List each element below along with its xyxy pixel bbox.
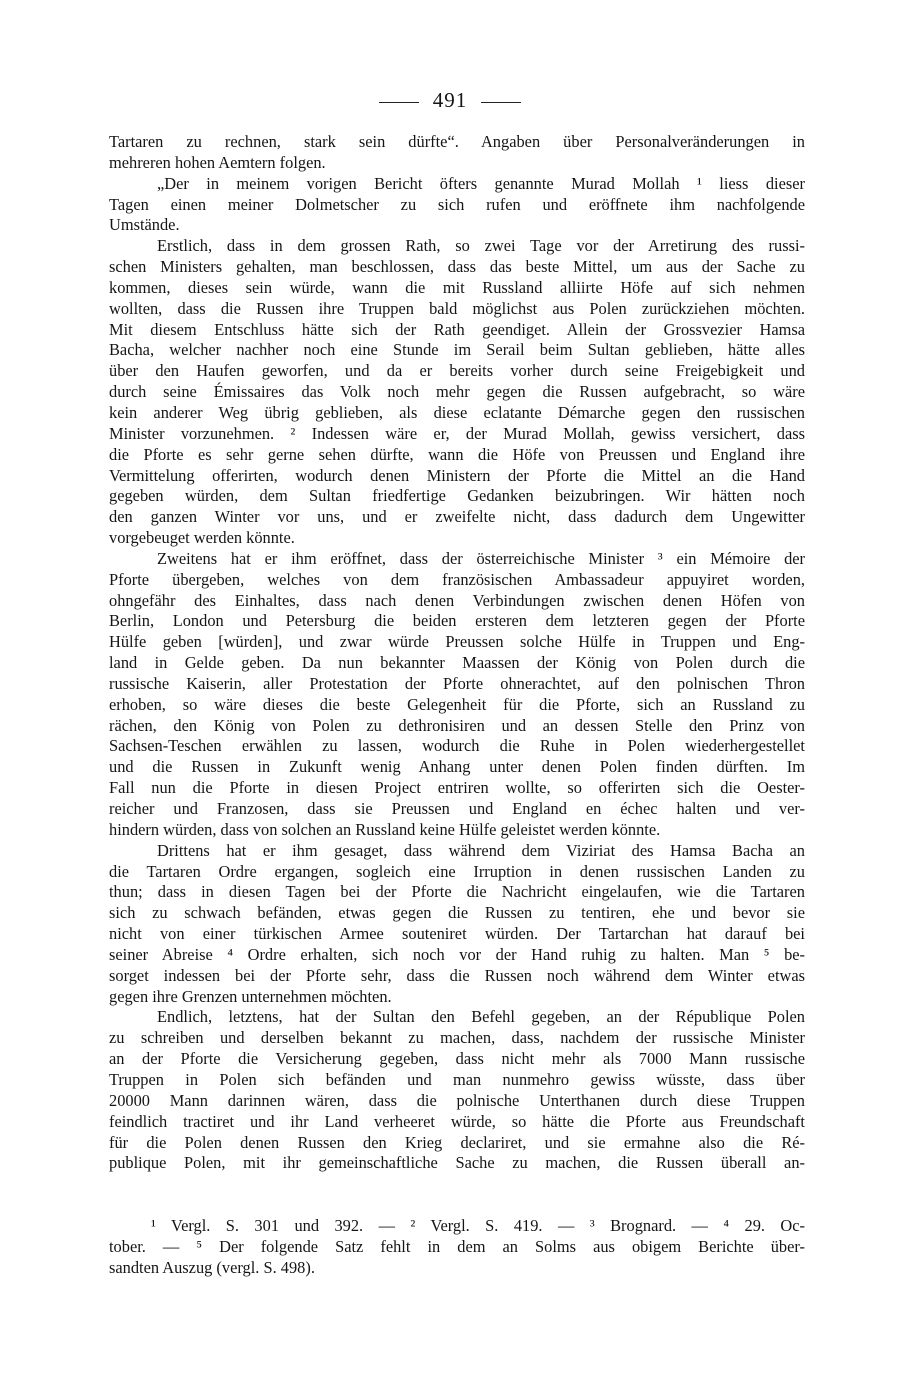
- text-line: nicht von einer türkischen Armee souteniret würden. Der Tartarchan hat darauf bei: [109, 924, 805, 944]
- text-line: Mit diesem Entschluss hätte sich der Rath geendiget. Allein der Grossvezier Hamsa: [109, 319, 805, 339]
- text-line: Endlich, letztens, hat der Sultan den Befehl gegeben, an der République Polen: [157, 1007, 805, 1027]
- left-rule: [379, 102, 419, 103]
- text-line: für die Polen denen Russen den Krieg declariret, und sie ermahne also die Ré-: [109, 1132, 805, 1152]
- text-line: ohngefähr des Einhaltes, dass nach denen Verbindungen zwischen denen Höfen von: [109, 590, 805, 610]
- right-rule: [481, 102, 521, 103]
- text-line: reicher und Franzosen, dass sie Preussen und England en échec halten und ver-: [109, 799, 805, 818]
- text-line: zu schreiben und derselben bekannt zu machen, dass, nachdem der russische Minister: [109, 1028, 805, 1048]
- text-line: Zweitens hat er ihm eröffnet, dass der österreichische Minister ³ ein Mémoire der: [157, 548, 805, 568]
- text-line: „Der in meinem vorigen Bericht öfters genannte Murad Mollah ¹ liess dieser: [157, 173, 805, 193]
- text-line: über den Haufen geworfen, und da er bereits vorher durch seine Freigebigkeit und: [109, 361, 805, 381]
- text-line: Truppen in Polen sich befänden und man nunmehro gewiss wüsste, dass über: [109, 1069, 805, 1089]
- text-line: Sachsen-Teschen erwählen zu lassen, wodurch die Ruhe in Polen wiederhergestellet: [109, 736, 805, 756]
- text-line: vorgebeuget werden könnte.: [109, 528, 295, 548]
- text-line: land in Gelde geben. Da nun bekannter Maassen der König von Polen durch die: [109, 653, 805, 673]
- main-text: [109, 132, 805, 1174]
- text-line: hindern würden, dass von solchen an Russland keine Hülfe geleistet werden könnte.: [109, 819, 661, 839]
- text-line: publique Polen, mit ihr gemeinschaftliche Sache zu machen, die Russen überall an-: [109, 1153, 805, 1173]
- text-line: russische Kaiserin, aller Protestation der Pforte ohnerachtet, auf den polnischen Thron: [109, 673, 805, 693]
- text-line: kein anderer Weg übrig geblieben, als diese eclatante Démarche gegen den russischen: [109, 402, 805, 422]
- text-line: mehreren hohen Aemtern folgen.: [109, 152, 326, 172]
- text-line: Fall nun die Pforte in diesen Project entriren wollte, so offerirten sich die Oester-: [109, 778, 805, 798]
- text-line: die Pforte es sehr gerne sehen dürfte, wann die Höfe von Preussen und England ihre: [109, 444, 805, 464]
- footnote-line: tober. — ⁵ Der folgende Satz fehlt in dem an Solms aus obigem Berichte über-: [109, 1237, 805, 1256]
- text-line: Drittens hat er ihm gesaget, dass während dem Viziriat des Hamsa Bacha an: [157, 840, 805, 860]
- page-number-header: [0, 88, 900, 113]
- text-line: gegeben würden, dem Sultan friedfertige Gedanken beizubringen. Wir hätten noch: [109, 486, 805, 506]
- text-line: erhoben, so wäre dieses die beste Gelegenheit für die Pforte, sich an Russland zu: [109, 694, 805, 714]
- text-line: sich zu schwach befänden, etwas gegen die Russen zu tentiren, ehe und bevor sie: [109, 903, 805, 923]
- text-line: den ganzen Winter vor uns, und er zweifelte nicht, dass dadurch dem Ungewitter: [109, 507, 805, 527]
- text-line: kommen, dieses sein würde, wann die mit Russland alliirte Höfe auf sich nehmen: [109, 277, 805, 297]
- text-line: schen Ministers gehalten, man beschlossen, dass das beste Mittel, um aus der Sache zu: [109, 257, 805, 277]
- text-line: Minister vorzunehmen. ² Indessen wäre er, der Murad Mollah, gewiss versichert, dass: [109, 423, 805, 443]
- text-line: und die Russen in Zukunft wenig Anhang unter denen Polen finden dürften. Im: [109, 757, 805, 777]
- text-line: Berlin, London und Petersburg die beiden ersteren dem letzteren gegen der Pforte: [109, 611, 805, 631]
- text-line: Bacha, welcher nachher noch eine Stunde im Serail beim Sultan geblieben, hätte alles: [109, 340, 805, 360]
- page-number: 491: [432, 88, 468, 112]
- text-line: gegen ihre Grenzen unternehmen möchten.: [109, 986, 392, 1006]
- footnote-line: sandten Auszug (vergl. S. 498).: [109, 1258, 315, 1277]
- footnote-line: ¹ Vergl. S. 301 und 392. — ² Vergl. S. 419. — ³ Brognard. — ⁴ 29. Oc-: [151, 1216, 805, 1235]
- text-line: Umstände.: [109, 215, 180, 235]
- text-line: Hülfe geben [würden], und zwar würde Preussen solche Hülfe in Truppen und Eng-: [109, 632, 805, 652]
- text-line: an der Pforte die Versicherung gegeben, dass nicht mehr als 7000 Mann russische: [109, 1049, 805, 1069]
- text-line: Vermittelung offerirten, wodurch denen Ministern der Pforte die Mittel an die Hand: [109, 465, 805, 485]
- text-line: Tartaren zu rechnen, stark sein dürfte“. Angaben über Personalveränderungen in: [109, 132, 805, 151]
- text-line: seiner Abreise ⁴ Ordre erhalten, sich noch vor der Hand ruhig zu halten. Man ⁵ be-: [109, 944, 805, 964]
- text-line: Pforte übergeben, welches von dem französischen Ambassadeur appuyiret worden,: [109, 569, 805, 589]
- text-line: rächen, den König von Polen zu dethronisiren und an dessen Stelle den Prinz von: [109, 715, 805, 735]
- text-line: wollten, dass die Russen ihre Truppen bald möglichst aus Polen zurückziehen möchten.: [109, 298, 805, 318]
- text-line: feindlich tractiret und ihr Land verheeret würde, so hätte die Pforte aus Freundschaft: [109, 1111, 805, 1131]
- text-line: Erstlich, dass in dem grossen Rath, so zwei Tage vor der Arretirung des russi-: [157, 236, 805, 256]
- text-line: thun; dass in diesen Tagen bei der Pforte die Nachricht eingelaufen, wie die Tartaren: [109, 882, 805, 902]
- footnotes: [109, 1215, 805, 1278]
- text-line: sorget indessen bei der Pforte sehr, dass die Russen noch während dem Winter etwas: [109, 965, 805, 985]
- text-line: durch seine Émissaires das Volk noch mehr gegen die Russen aufgebracht, so wäre: [109, 382, 805, 402]
- text-line: 20000 Mann darinnen wären, dass die polnische Unterthanen durch diese Truppen: [109, 1090, 805, 1110]
- text-line: Tagen einen meiner Dolmetscher zu sich rufen und eröffnete ihm nachfolgende: [109, 194, 805, 214]
- text-line: die Tartaren Ordre ergangen, sogleich eine Irruption in denen russischen Landen zu: [109, 861, 805, 881]
